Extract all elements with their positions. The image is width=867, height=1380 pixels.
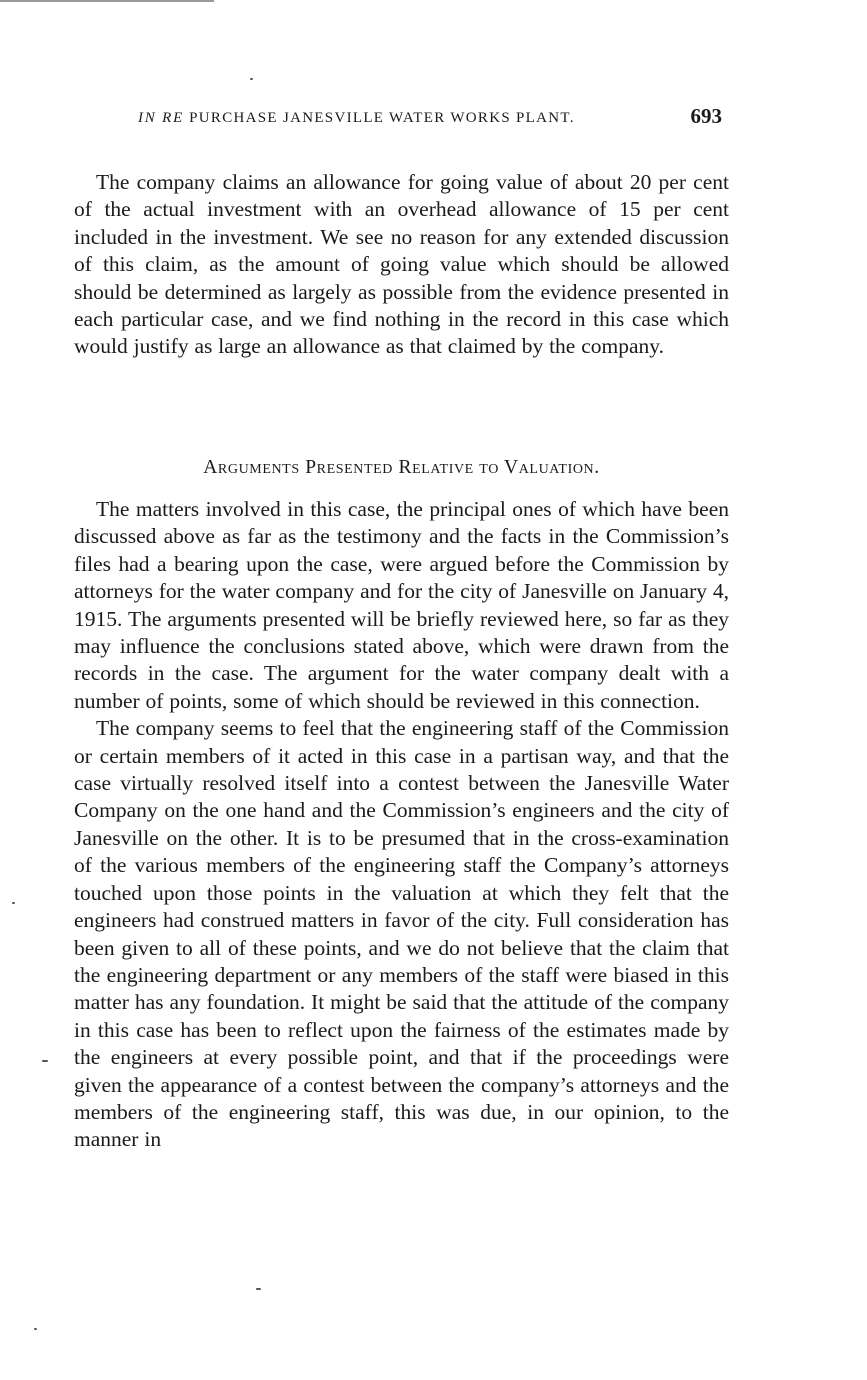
running-title — [138, 110, 575, 127]
scan-speck — [34, 1328, 37, 1330]
opening-paragraph-block — [74, 169, 729, 361]
scan-speck — [250, 78, 253, 80]
scan-speck — [42, 1060, 48, 1062]
running-head — [74, 104, 728, 136]
paragraph: The company claims an allowance for going value of about 20 per cent of the actual investment with an overhead allowance of 15 per cent included in the investment. We see no reason for any extended discussion of this claim, as the amount of going value which should be allowed should be determined as largely as possible from the evidence presented in each particular case, and we find nothing in the record in this case which would justify as large an allowance as that claimed by the company. — [74, 170, 729, 359]
section-heading: Arguments Presented Relative to Valuation. — [203, 457, 600, 478]
page-number: 693 — [690, 104, 722, 128]
scan-speck — [256, 1288, 261, 1290]
paragraph: The matters involved in this case, the principal ones of which have been discussed above as far as the testimony and the facts in the Commission’s files had a bearing upon the case, were argued before the Commission by attorneys for the water company and for the city of Janesville on January 4, 1915. The arguments presented will be briefly reviewed here, so far as they may influence the conclusions stated above, which were drawn from the records in the case. The argument for the water company dealt with a number of points, some of which should be reviewed in this connection. — [74, 497, 729, 713]
running-title-text: PURCHASE JANESVILLE WATER WORKS PLANT. — [189, 110, 575, 126]
paragraph: The company seems to feel that the engineering staff of the Commission or certain members of it acted in this case in a partisan way, and that the case virtually resolved itself into a contest between the Janesville Water Company on the one hand and the Commission’s engineers and the city of Janesville on the other. It is to be presumed that in the cross-examination of the various members of the engineering staff the Company’s attorneys touched upon those points in the valuation at which they felt that the engineers had construed matters in favor of the city. Full consideration has been given to all of these points, and we do not believe that the claim that the engineering department or any members of the staff were biased in this matter has any foundation. It might be said that the attitude of the company in this case has been to reflect upon the fairness of the estimates made by the engineers at every possible point, and that if the proceedings were given the appearance of a contest between the company’s attorneys and the members of the engineering staff, this was due, in our opinion, to the manner in — [74, 716, 729, 1152]
running-title-italic: IN RE — [138, 110, 185, 126]
body-paragraph-block — [74, 496, 729, 1154]
top-rule — [0, 0, 214, 2]
scan-speck — [12, 902, 15, 904]
